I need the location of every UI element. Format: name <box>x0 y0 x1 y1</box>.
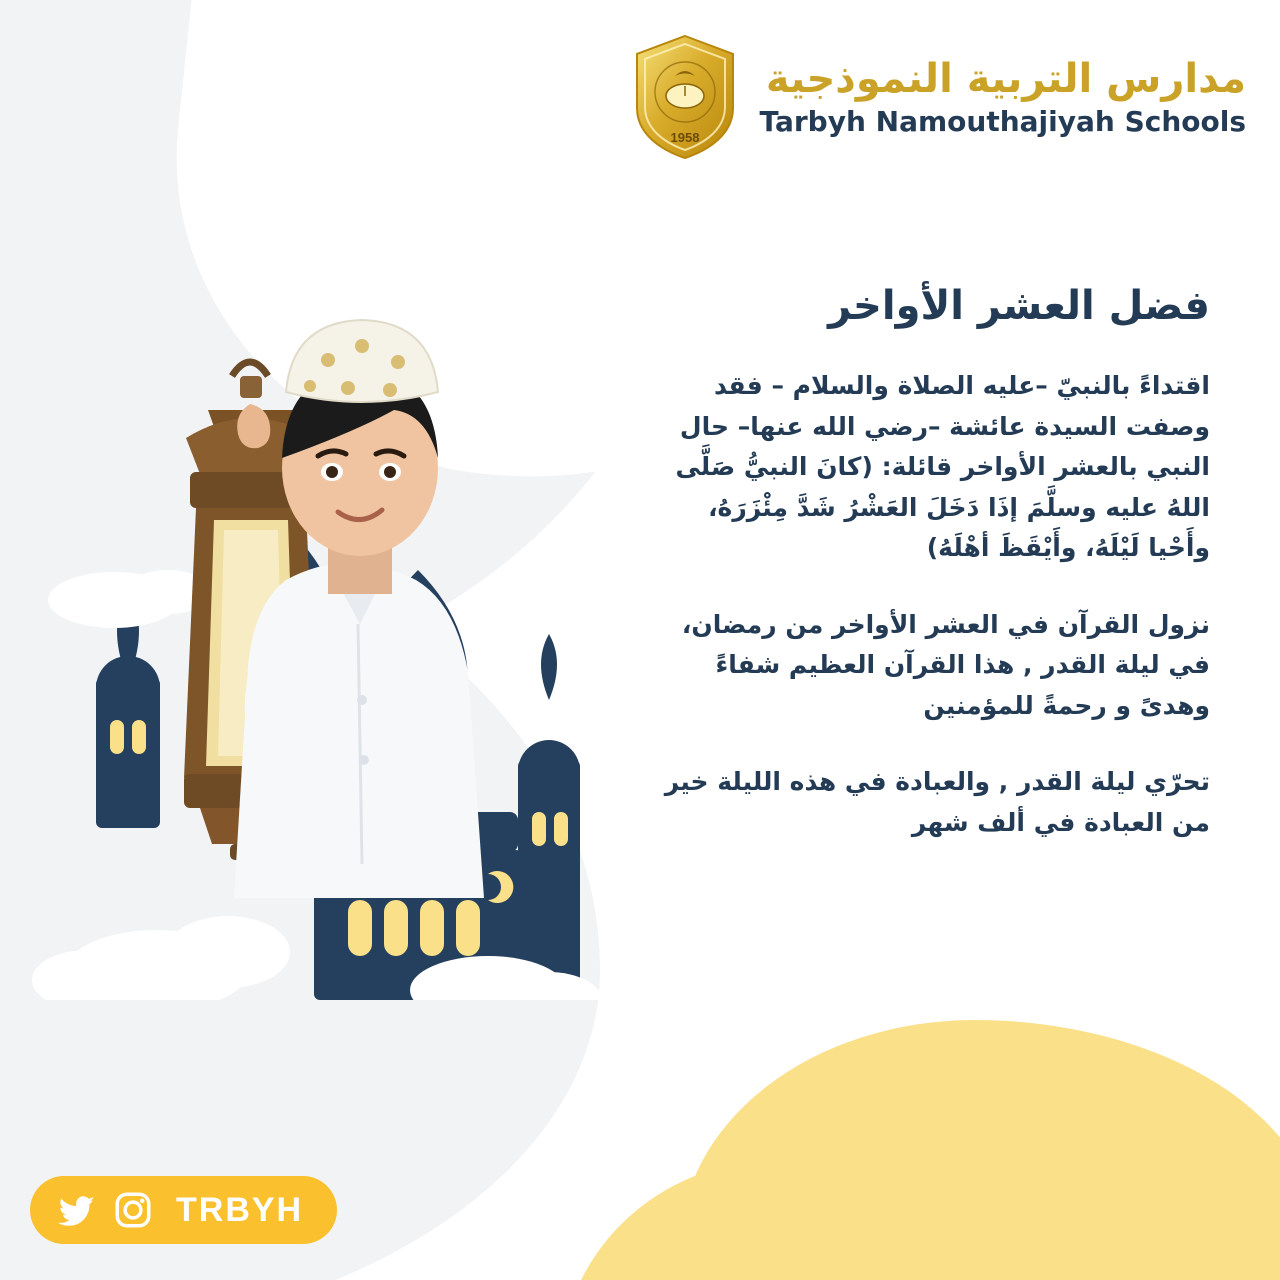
article-content <box>650 280 1210 879</box>
brand-name-arabic: مدارس التربية النموذجية <box>765 55 1246 102</box>
svg-text:1958: 1958 <box>671 130 700 145</box>
brand-name-english: Tarbyh Namouthajiyah Schools <box>759 104 1246 138</box>
school-logo-icon <box>629 34 741 160</box>
twitter-icon[interactable] <box>56 1189 98 1231</box>
social-handle-text: TRBYH <box>176 1190 304 1229</box>
brand-text-block <box>759 57 1246 137</box>
instagram-icon[interactable] <box>112 1189 154 1231</box>
paragraph-laylat-alqadr: تحرّي ليلة القدر , والعبادة في هذه الليلة خير من العبادة في ألف شهر <box>664 767 1210 837</box>
social-handle-pill[interactable] <box>30 1176 337 1244</box>
paragraph-hadith: اقتداءً بالنبيّ –عليه الصلاة والسلام – فقد وصفت السيدة عائشة –رضي الله عنها– حال النبي بالعشر الأواخر قائلة: (كانَ النبيُّ صَلَّى اللهُ عليه وسلَّمَ إذَا دَخَلَ العَشْرُ شَدَّ مِئْزَرَهُ، وأَحْيا لَيْلَهُ، وأَيْقَظَ أهْلَهُ) <box>675 371 1210 562</box>
ramadan-illustration <box>18 200 658 1000</box>
school-header <box>629 34 1246 160</box>
paragraph-quran-revelation: نزول القرآن في العشر الأواخر من رمضان، في ليلة القدر , هذا القرآن العظيم شفاءً وهدىً و رحمةً للمؤمنين <box>681 609 1210 720</box>
page-title: فضل العشر الأواخر <box>828 283 1210 329</box>
